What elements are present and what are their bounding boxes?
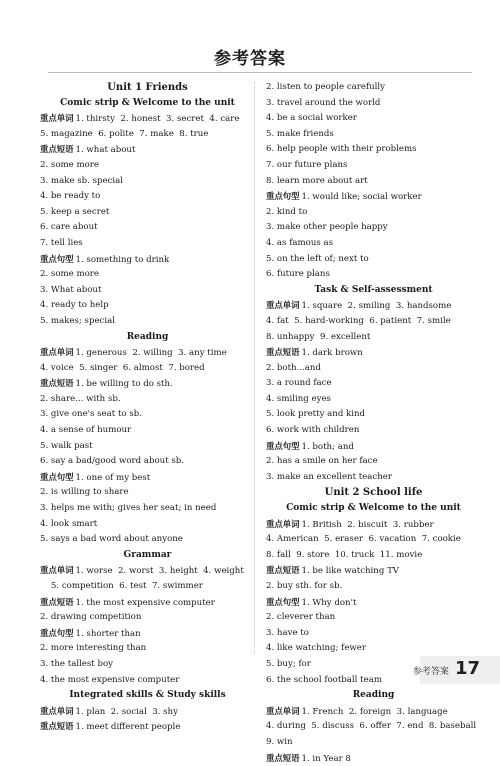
answer-text: 1. something to drink [75,254,170,265]
answer-text: 4. as famous as [266,237,334,248]
answer-line [266,361,481,377]
answer-text: 8. learn more about art [266,175,368,186]
answer-line [40,673,255,689]
category-label: 重点句型 [266,440,300,451]
answer-line [266,376,481,392]
answer-text: 1. worse 2. worst 3. height 4. weight [75,566,244,577]
answer-text: 6. work with children [266,425,360,436]
answer-text: 8. fall 9. store 10. truck 11. movie [266,549,423,560]
answer-line [40,345,255,361]
answer-line [40,407,255,423]
answer-line [266,174,481,190]
answer-line [40,376,255,392]
answer-line [40,579,255,595]
answer-text: 5. on the left of; next to [266,253,369,264]
category-label: 重点短语 [40,144,74,155]
category-label: 重点句型 [266,191,300,202]
answer-line [40,719,255,735]
answer-text: 1. would like; social worker [301,192,422,203]
answer-line [266,298,481,314]
answer-text: 5. magazine 6. polite 7. make 8. true [40,128,209,139]
answer-text: 4. ready to help [40,300,109,311]
answer-text: 1. in Year 8 [301,753,351,764]
answer-line [266,579,481,595]
answer-line [266,595,481,611]
answer-text: 5. walk past [40,440,93,451]
answer-line [266,470,481,486]
answer-text: 1. dark brown [301,348,363,359]
answer-line [266,314,481,330]
section-heading: Grammar [123,549,172,560]
answer-line [40,205,255,221]
page-title: 参考答案 [214,49,286,69]
answer-line [266,548,481,564]
answer-line [40,563,255,579]
answer-text: 6. say a bad/good word about sb. [40,456,185,467]
answer-text: 1. Why don't [301,597,357,608]
answer-text: 1. be like watching TV [301,566,400,577]
answer-text: 1. be willing to do sth. [75,379,173,390]
answer-text: 1. French 2. foreign 3. language [301,706,448,717]
answer-line [40,485,255,501]
answer-text: 2. is willing to share [40,487,129,498]
answer-text: 1. British 2. biscuit 3. rubber [301,519,434,530]
answer-line [40,470,255,486]
answer-line [266,267,481,283]
category-label: 重点单词 [266,300,300,311]
answer-line [266,641,481,657]
answer-text: 1. thirsty 2. honest 3. secret 4. care [75,114,240,125]
answer-text: 2. kind to [266,206,308,217]
answer-text: 5. buy; for [266,658,311,669]
answer-line [266,220,481,236]
unit-heading: Unit 2 School life [324,487,423,499]
answer-line [40,439,255,455]
section-heading: Integrated skills & Study skills [69,690,226,701]
answer-line [40,423,255,439]
answer-line [40,610,255,626]
answer-text: 6. the school football team [266,674,382,685]
category-label: 重点短语 [266,347,300,358]
answer-line [266,205,481,221]
answer-line [40,252,255,268]
answer-text: 1. the most expensive computer [75,597,215,608]
answer-text: 3. make sb. special [40,175,124,186]
answer-line [40,361,255,377]
answer-text: 2. some more [40,159,99,170]
answer-text: 2. cleverer than [266,612,336,623]
answer-line [266,735,481,751]
answer-line [40,595,255,611]
answer-line [40,283,255,299]
answer-line [266,127,481,143]
answer-line [40,392,255,408]
answer-text: 1. both; and [301,441,354,452]
answer-text: 1. meet different people [75,722,181,733]
page-footer [413,658,480,679]
answer-text: 2. both...and [266,362,321,373]
answer-text: 1. plan 2. social 3. shy [75,706,178,717]
answer-text: 5. look pretty and kind [266,409,366,420]
answer-line [40,158,255,174]
section-heading: Reading [126,331,169,342]
category-label: 重点单词 [266,705,300,716]
answer-line [40,267,255,283]
answer-line [266,719,481,735]
answer-line [266,407,481,423]
answer-line [266,236,481,252]
answer-text: 5. says a bad word about anyone [40,534,183,545]
section-heading: Reading [352,690,395,701]
answer-text: 6. care about [40,222,98,233]
answer-text: 8. unhappy 9. excellent [266,331,371,342]
answer-line [266,345,481,361]
answer-text: 1. one of my best [75,472,151,483]
section-heading: Comic strip & Welcome to the unit [60,97,235,108]
answer-line [40,142,255,158]
answer-line [40,704,255,720]
category-label: 重点单词 [40,565,74,576]
section-heading: Comic strip & Welcome to the unit [286,503,461,514]
answer-text: 1. shorter than [75,628,141,639]
answer-line [266,189,481,205]
answer-line [266,330,481,346]
answer-line [40,501,255,517]
answer-line [40,220,255,236]
answer-text: 4. American 5. eraser 6. vacation 7. cookie [266,534,461,545]
answer-line [266,751,481,766]
answer-text: 7. our future plans [266,159,348,170]
answer-line [266,454,481,470]
answer-text: 9. win [266,736,293,747]
answer-line [266,532,481,548]
answer-text: 7. tell lies [40,237,83,248]
category-label: 重点句型 [266,596,300,607]
category-label: 重点单词 [40,705,74,716]
title-divider [48,72,472,73]
answer-text: 2. some more [40,269,99,280]
answer-text: 3. give one's seat to sb. [40,409,142,420]
answer-text: 3. What about [40,284,102,295]
section-heading: Task & Self-assessment [314,284,433,295]
answer-text: 2. has a smile on her face [266,456,378,467]
answer-text: 3. the tallest boy [40,658,114,669]
category-label: 重点短语 [266,752,300,763]
footer-label: 参考答案 [412,667,449,677]
category-label: 重点短语 [40,378,74,389]
left-column [40,80,255,735]
answer-text: 4. during 5. discuss 6. offer 7. end 8. baseball [266,721,477,732]
category-label: 重点单词 [40,347,74,358]
answer-line [266,158,481,174]
unit-heading: Unit 1 Friends [107,82,188,93]
answer-text: 3. helps me with; gives her seat; in need [40,503,217,514]
answer-text: 3. make an excellent teacher [266,471,392,482]
answer-line [266,610,481,626]
answer-line [40,189,255,205]
answer-line [266,439,481,455]
answer-text: 4. like watching; fewer [266,643,366,654]
category-label: 重点句型 [40,627,74,638]
answer-line [266,96,481,112]
answer-line [40,657,255,673]
answer-line [40,626,255,642]
answer-text: 1. what about [75,145,136,156]
category-label: 重点单词 [266,518,300,529]
answer-line [266,563,481,579]
answer-line [40,298,255,314]
answer-line [266,142,481,158]
answer-text: 4. voice 5. singer 6. almost 7. bored [40,362,205,373]
answer-text: 2. buy sth. for sb. [266,581,343,591]
category-label: 重点短语 [266,565,300,576]
answer-text: 4. be ready to [40,191,101,202]
answer-line [40,174,255,190]
answer-text: 4. a sense of humour [40,425,132,436]
page-number: 17 [454,658,480,679]
answer-line [40,532,255,548]
answer-text: 6. help people with their problems [266,144,417,155]
answer-line [40,111,255,127]
answer-text: 2. more interesting than [40,643,147,654]
answer-line [40,236,255,252]
answer-text: 4. fat 5. hard-working 6. patient 7. smile [266,315,451,326]
answer-text: 3. have to [266,627,309,638]
answer-line [266,423,481,439]
answer-line [266,252,481,268]
category-label: 重点短语 [40,596,74,607]
category-label: 重点句型 [40,253,74,264]
answer-line [40,454,255,470]
answer-line [266,80,481,96]
answer-line [40,314,255,330]
answer-line [266,626,481,642]
answer-text: 4. smiling eyes [266,393,331,404]
answer-line [40,517,255,533]
answer-text: 4. be a social worker [266,113,357,124]
answer-text: 3. a round face [266,378,332,389]
answer-text: 6. future plans [266,269,330,280]
answer-text: 4. the most expensive computer [40,674,180,685]
answer-text: 2. share... with sb. [40,393,121,404]
category-label: 重点短语 [40,721,74,732]
answer-text: 5. keep a secret [40,206,110,217]
answer-text: 1. generous 2. willing 3. any time [75,348,227,359]
answer-line [40,127,255,143]
answer-line [266,704,481,720]
answer-text: 3. make other people happy [266,222,388,233]
category-label: 重点句型 [40,471,74,482]
answer-text: 5. make friends [266,128,334,139]
answer-text: 4. look smart [40,518,98,529]
answer-text: 2. listen to people carefully [266,82,386,92]
answer-text: 5. makes; special [40,315,115,326]
answer-line [40,641,255,657]
answer-text: 1. square 2. smiling 3. handsome [301,301,452,312]
answer-line [266,392,481,408]
answer-text: 5. competition 6. test 7. swimmer [40,581,203,591]
category-label: 重点单词 [40,113,74,124]
answer-text: 3. travel around the world [266,97,381,108]
answer-text: 2. drawing competition [40,612,142,623]
answer-line [266,111,481,127]
answer-line [266,517,481,533]
